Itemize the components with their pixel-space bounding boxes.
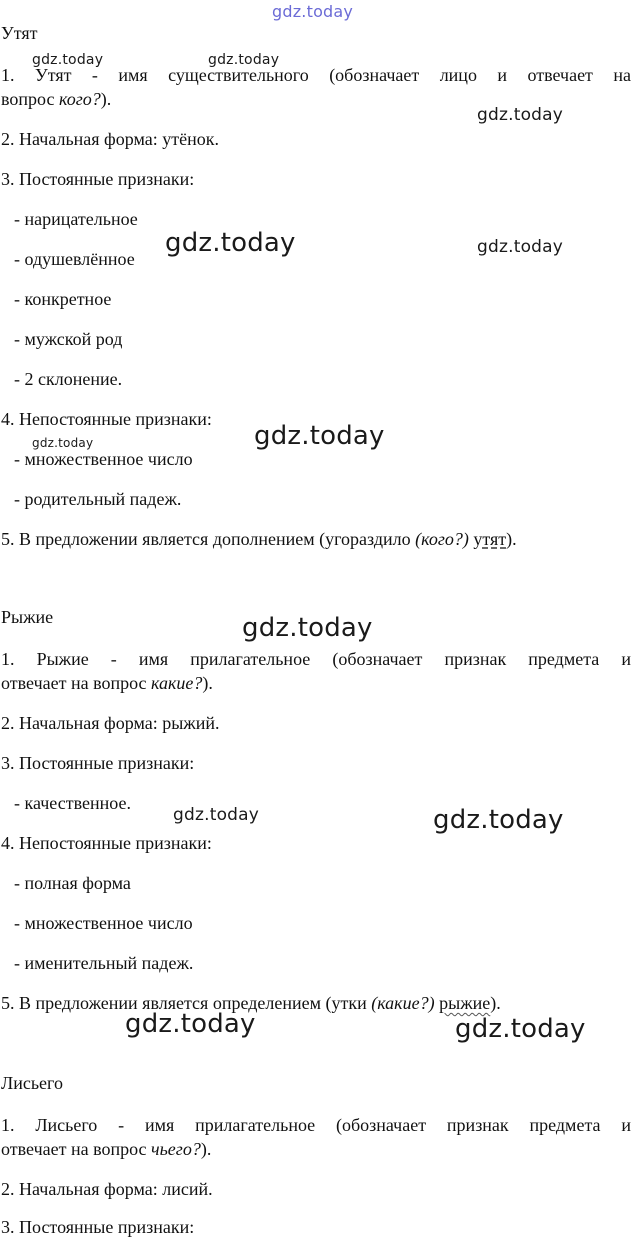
- watermark: gdz.today: [242, 613, 373, 643]
- initial-form: 2. Начальная форма: лисий.: [1, 1179, 213, 1199]
- initial-form: 2. Начальная форма: рыжий.: [1, 713, 220, 733]
- analysis-line: отвечает на вопрос какие?).: [1, 673, 213, 693]
- watermark: gdz.today: [32, 52, 104, 68]
- watermark: gdz.today: [433, 805, 564, 835]
- feature-item: - именительный падеж.: [14, 953, 194, 973]
- section-heading: Рыжие: [1, 607, 54, 627]
- feature-item: - множественное число: [14, 449, 193, 469]
- analysis-line: 1. Утят - имя существительного (обозначает лицо и отвечает на: [1, 65, 631, 85]
- feature-item: - полная форма: [14, 873, 131, 893]
- watermark: gdz.today: [208, 52, 280, 68]
- analysis-line: вопрос кого?).: [1, 89, 112, 109]
- feature-item: - множественное число: [14, 913, 193, 933]
- feature-item: - одушевлённое: [14, 249, 135, 269]
- feature-item: - нарицательное: [14, 209, 138, 229]
- watermark: gdz.today: [477, 237, 564, 257]
- section-heading: Утят: [1, 23, 38, 43]
- syntax-role: 5. В предложении является определением (утки (какие?) рыжие).: [1, 993, 501, 1013]
- constant-features-heading: 3. Постоянные признаки:: [1, 753, 195, 773]
- constant-features-heading: 3. Постоянные признаки:: [1, 169, 195, 189]
- analysis-line: 1. Рыжие - имя прилагательное (обозначает признак предмета и: [1, 649, 631, 669]
- watermark: gdz.today: [165, 228, 296, 258]
- watermark: gdz.today: [125, 1009, 256, 1039]
- variable-features-heading: 4. Непостоянные признаки:: [1, 409, 212, 429]
- feature-item: - родительный падеж.: [14, 489, 182, 509]
- constant-features-heading: 3. Постоянные признаки:: [1, 1217, 195, 1237]
- watermark-top: gdz.today: [272, 2, 354, 21]
- syntax-role: 5. В предложении является дополнением (угораздило (кого?) утят).: [1, 529, 517, 549]
- feature-item: - мужской род: [14, 329, 123, 349]
- feature-item: - качественное.: [14, 793, 131, 813]
- analysis-line: 1. Лисьего - имя прилагательное (обозначает признак предмета и: [1, 1115, 631, 1135]
- feature-item: - конкретное: [14, 289, 112, 309]
- section-heading: Лисьего: [1, 1073, 63, 1093]
- analysis-line: отвечает на вопрос чьего?).: [1, 1139, 212, 1159]
- watermark: gdz.today: [477, 105, 564, 125]
- watermark: gdz.today: [254, 421, 385, 451]
- variable-features-heading: 4. Непостоянные признаки:: [1, 833, 212, 853]
- feature-item: - 2 склонение.: [14, 369, 123, 389]
- watermark: gdz.today: [32, 436, 94, 450]
- initial-form: 2. Начальная форма: утёнок.: [1, 129, 219, 149]
- watermark: gdz.today: [173, 805, 260, 825]
- watermark: gdz.today: [455, 1014, 586, 1044]
